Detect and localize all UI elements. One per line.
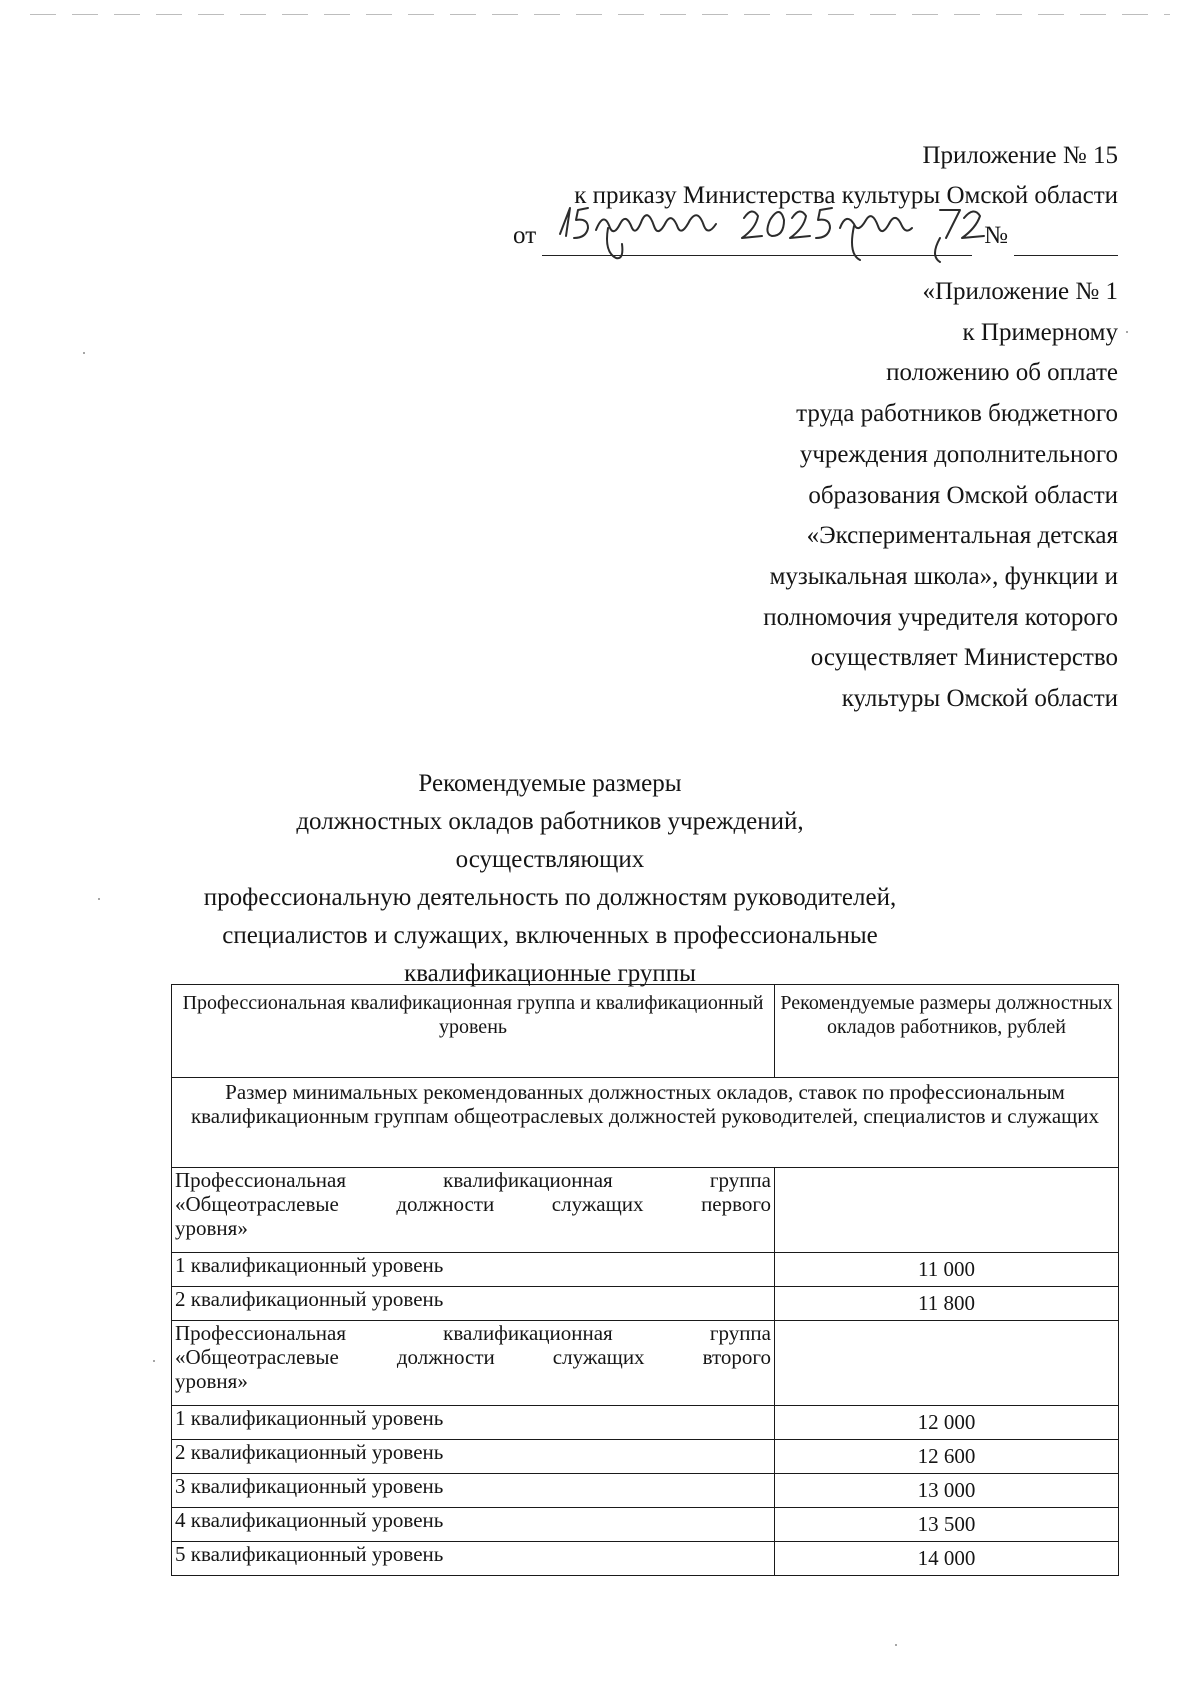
title-line: квалификационные группы xyxy=(404,960,696,987)
table-row xyxy=(172,1406,1119,1440)
group-title-line: уровня» xyxy=(175,1369,248,1393)
scan-edge-line xyxy=(30,14,1170,15)
title-line: специалистов и служащих, включенных в профессиональные xyxy=(222,922,878,949)
basis-line: учреждения дополнительного xyxy=(799,440,1118,468)
scan-speck xyxy=(895,1644,897,1646)
basis-line: положению об оплате xyxy=(886,359,1118,387)
number-sign: № xyxy=(984,222,1008,249)
group-title-line: Профессиональная квалификационная группа xyxy=(175,1321,771,1345)
level-name: 1 квалификационный уровень xyxy=(172,1253,775,1287)
from-prefix: от xyxy=(513,222,537,249)
level-name: 3 квалификационный уровень xyxy=(172,1474,775,1508)
basis-line: музыкальная школа», функции и xyxy=(769,562,1118,590)
basis-line: труда работников бюджетного xyxy=(796,400,1118,428)
header-cell-group: Профессиональная квалификационная группа и квалификационный уровень xyxy=(172,985,775,1078)
section-row xyxy=(172,1078,1119,1168)
basis-block xyxy=(658,272,1118,720)
handwritten-date-signature xyxy=(548,198,1008,268)
basis-line: образования Омской области xyxy=(808,481,1118,509)
scan-speck xyxy=(83,352,85,354)
group-title-cell xyxy=(172,1321,775,1406)
basis-line: полномочия учредителя которого xyxy=(763,603,1118,631)
level-salary: 11 000 xyxy=(775,1253,1119,1287)
header-cell-salary: Рекомендуемые размеры должностных окладов работников, рублей xyxy=(775,985,1119,1078)
attachment-number: Приложение № 15 xyxy=(922,142,1118,169)
group-row xyxy=(172,1321,1119,1406)
group-title-line: уровня» xyxy=(175,1216,248,1240)
level-name: 2 квалификационный уровень xyxy=(172,1287,775,1321)
group-salary-cell xyxy=(775,1168,1119,1253)
scan-speck xyxy=(1126,331,1128,333)
table-row xyxy=(172,1474,1119,1508)
level-salary: 13 500 xyxy=(775,1508,1119,1542)
basis-line: осуществляет Министерство xyxy=(810,644,1118,672)
level-name: 1 квалификационный уровень xyxy=(172,1406,775,1440)
level-salary: 14 000 xyxy=(775,1542,1119,1576)
basis-line: культуры Омской области xyxy=(841,685,1118,713)
table-row xyxy=(172,1542,1119,1576)
basis-line: «Экспериментальная детская xyxy=(806,522,1118,550)
table-row xyxy=(172,1440,1119,1474)
basis-line: к Примерному xyxy=(962,318,1118,346)
salary-table xyxy=(171,984,1119,1576)
number-blank xyxy=(1014,227,1118,256)
group-title-line: Профессиональная квалификационная группа xyxy=(175,1168,771,1192)
title-line: профессиональную деятельность по должностям руководителей, xyxy=(203,884,897,911)
table-header-row xyxy=(172,985,1119,1078)
level-salary: 12 600 xyxy=(775,1440,1119,1474)
table-row xyxy=(172,1253,1119,1287)
group-title-cell xyxy=(172,1168,775,1253)
section-title: Размер минимальных рекомендованных должностных окладов, ставок по профессиональным квалификационным группам общеотраслевых должностей руководителей, специалистов и служащих xyxy=(172,1078,1119,1168)
attachment-order-ref: к приказу Министерства культуры Омской области xyxy=(574,182,1118,209)
level-salary: 11 800 xyxy=(775,1287,1119,1321)
group-title-line: «Общеотраслевые должности служащих первого xyxy=(175,1192,771,1216)
basis-line: «Приложение № 1 xyxy=(922,278,1118,305)
scan-speck xyxy=(98,898,100,900)
group-salary-cell xyxy=(775,1321,1119,1406)
level-name: 2 квалификационный уровень xyxy=(172,1440,775,1474)
level-salary: 13 000 xyxy=(775,1474,1119,1508)
title-line: Рекомендуемые размеры xyxy=(418,770,682,797)
table-row xyxy=(172,1287,1119,1321)
group-title-line: «Общеотраслевые должности служащих второго xyxy=(175,1345,771,1369)
document-title xyxy=(200,765,900,993)
level-name: 5 квалификационный уровень xyxy=(172,1542,775,1576)
table-row xyxy=(172,1508,1119,1542)
level-salary: 12 000 xyxy=(775,1406,1119,1440)
level-name: 4 квалификационный уровень xyxy=(172,1508,775,1542)
scan-speck xyxy=(153,1360,155,1362)
group-row xyxy=(172,1168,1119,1253)
title-line: должностных окладов работников учреждений, осуществляющих xyxy=(296,808,804,873)
